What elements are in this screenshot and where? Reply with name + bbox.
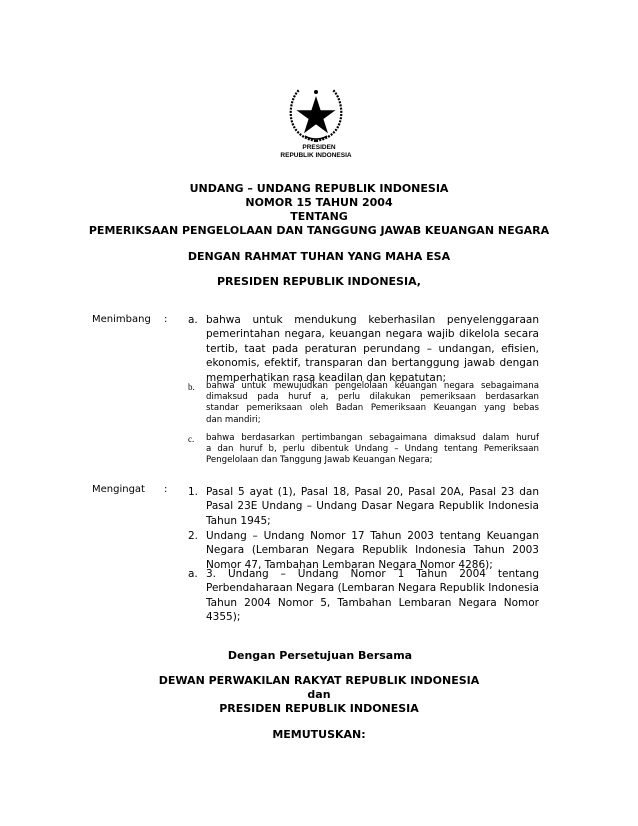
blessing-line: DENGAN RAHMAT TUHAN YANG MAHA ESA: [187, 250, 451, 263]
presidential-emblem: [271, 86, 361, 162]
menimbang-colon: :: [164, 314, 168, 325]
emblem-caption-line2: REPUBLIK INDONESIA: [280, 152, 352, 159]
law-subject: PEMERIKSAAN PENGELOLAAN DAN TANGGUNG JAWAB KEUANGAN NEGARA: [88, 224, 550, 237]
law-number: NOMOR 15 TAHUN 2004: [245, 196, 393, 209]
mengingat-colon: :: [164, 484, 168, 495]
president-line: PRESIDEN REPUBLIK INDONESIA,: [217, 275, 421, 288]
menimbang-marker-b: b.: [188, 382, 195, 392]
garuda-emblem-icon: [285, 86, 347, 144]
law-about: TENTANG: [290, 210, 348, 223]
text-line: Pengelolaan dan Tanggung Jawab Keuangan Negara;: [206, 455, 433, 466]
mengingat-marker-1: 1.: [188, 486, 199, 498]
mengingat-marker-2: 2.: [188, 530, 199, 542]
approval-heading: Dengan Persetujuan Bersama: [227, 649, 413, 662]
text-line: dan mandiri;: [206, 414, 261, 425]
text-line: Perbendaharaan Negara (Lembaran Negara Republik Indonesia: [206, 582, 539, 595]
approval-party-dpr: DEWAN PERWAKILAN RAKYAT REPUBLIK INDONESIA: [158, 674, 480, 687]
decision-heading: MEMUTUSKAN:: [272, 728, 366, 741]
text-line: dimaksud pada huruf a, perlu dilakukan pemeriksaan berdasarkan: [206, 392, 539, 403]
text-line: standar pemeriksaan oleh Badan Pemeriksaan Keuangan yang bebas: [206, 403, 539, 414]
menimbang-marker-c: c.: [188, 434, 195, 444]
menimbang-label: Menimbang: [92, 314, 151, 325]
text-line: Pasal 23E Undang – Undang Dasar Negara Republik Indonesia: [206, 500, 539, 513]
menimbang-item-c: [206, 433, 539, 467]
text-line: Pasal 5 ayat (1), Pasal 18, Pasal 20, Pasal 20A, Pasal 23 dan: [206, 486, 539, 498]
text-line: bahwa untuk mendukung keberhasilan penyelenggaraan: [206, 314, 539, 326]
text-line: Undang – Undang Nomor 17 Tahun 2003 tentang Keuangan: [206, 530, 539, 542]
text-line: a dan huruf b, perlu dibentuk Undang – Undang tentang Pemeriksaan: [206, 444, 539, 455]
text-line: ekonomis, efektif, transparan dan bertanggung jawab dengan: [206, 357, 539, 370]
emblem-caption-line1: PRESIDEN: [302, 144, 336, 151]
text-line: 4355);: [206, 611, 241, 624]
menimbang-item-b: [206, 381, 539, 426]
mengingat-item-3: [206, 567, 539, 625]
text-line: tertib, taat pada peraturan perundang – undangan, efisien,: [206, 342, 539, 355]
text-line: bahwa untuk mewujudkan pengelolaan keuangan negara sebagaimana: [206, 381, 539, 391]
mengingat-label: Mengingat: [92, 484, 145, 495]
text-line: memperhatikan rasa keadilan dan kepatutan;: [206, 371, 447, 384]
text-line: Tahun 1945;: [206, 514, 271, 527]
law-title: UNDANG – UNDANG REPUBLIK INDONESIA: [189, 182, 449, 195]
menimbang-item-a: [206, 313, 539, 385]
text-line: Tahun 2004 Nomor 5, Tambahan Lembaran Negara Nomor: [206, 596, 539, 609]
mengingat-marker-3: a.: [188, 568, 198, 580]
approval-and: dan: [307, 688, 331, 701]
text-line: bahwa berdasarkan pertimbangan sebagaimana dimaksud dalam huruf: [206, 433, 539, 443]
menimbang-marker-a: a.: [188, 314, 198, 326]
mengingat-item-1: [206, 485, 539, 528]
text-line: Negara (Lembaran Negara Republik Indonesia Tahun 2003: [206, 544, 539, 557]
mengingat-item-2: [206, 529, 539, 572]
text-line: pemerintahan negara, keuangan negara wajib dikelola secara: [206, 328, 539, 341]
text-line: 3. Undang – Undang Nomor 1 Tahun 2004 tentang: [206, 568, 539, 580]
approval-party-president: PRESIDEN REPUBLIK INDONESIA: [219, 702, 419, 715]
text-line: Nomor 47, Tambahan Lembaran Negara Nomor 4286);: [206, 558, 493, 571]
